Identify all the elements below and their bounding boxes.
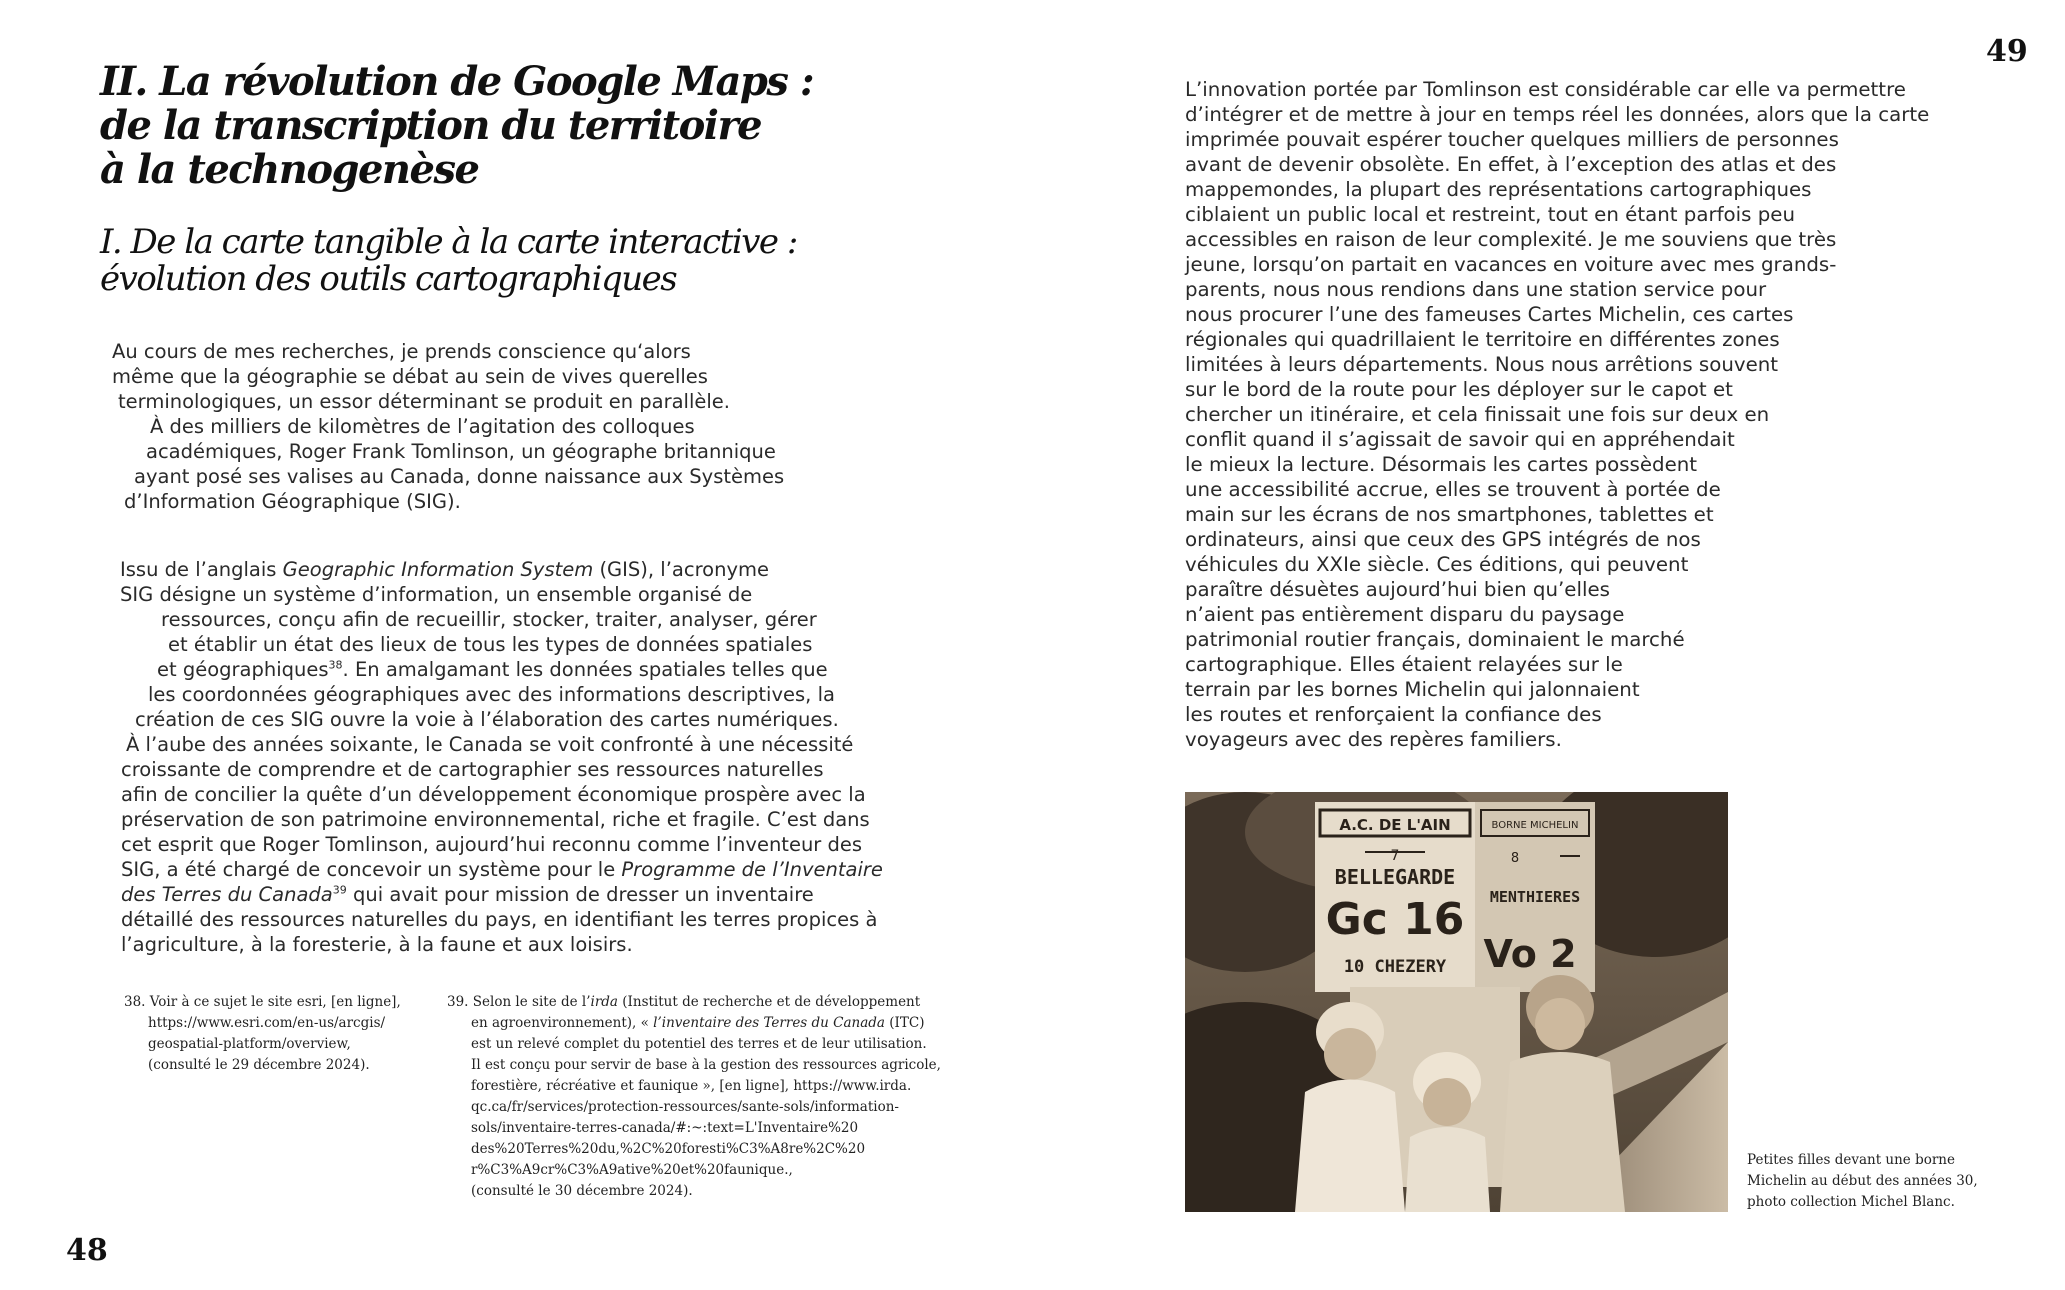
photo-illustration: [1185, 792, 1728, 1212]
paragraph-line: une accessibilité accrue, elles se trouvent à portée de: [1185, 478, 1721, 501]
footnote-line: r%C3%A9cr%C3%A9ative%20et%20faunique.,: [471, 1162, 793, 1178]
caption-line: photo collection Michel Blanc.: [1747, 1194, 1955, 1210]
caption-line: Michelin au début des années 30,: [1747, 1173, 1978, 1189]
paragraph-line: les routes et renforçaient la confiance des: [1185, 703, 1602, 726]
paragraph-line: paraître désuètes aujourd’hui bien qu’elles: [1185, 578, 1610, 601]
paragraph-line: croissante de comprendre et de cartographier ses ressources naturelles: [121, 758, 824, 781]
page-number: 48: [66, 1233, 108, 1268]
paragraph-line: avant de devenir obsolète. En effet, à l’exception des atlas et des: [1185, 153, 1837, 176]
paragraph-line: SIG désigne un système d’information, un ensemble organisé de: [120, 583, 753, 606]
paragraph-line: SIG, a été chargé de concevoir un système pour le Programme de l’Inventaire: [121, 858, 883, 881]
paragraph-line: patrimonial routier français, dominaient le marché: [1185, 628, 1685, 651]
sign-road-right: Vo 2: [1483, 932, 1577, 976]
paragraph-line: l’agriculture, à la foresterie, à la faune et aux loisirs.: [121, 933, 633, 956]
paragraph-line: détaillé des ressources naturelles du pays, en identifiant les terres propices à: [121, 908, 878, 931]
section-heading: [100, 224, 820, 298]
paragraph-line: ressources, conçu afin de recueillir, stocker, traiter, analyser, gérer: [161, 608, 817, 631]
sign-distance-left: 7: [1390, 848, 1400, 864]
footnote-line: est un relevé complet du potentiel des terres et de leur utilisation.: [471, 1036, 927, 1052]
paragraph-line: L’innovation portée par Tomlinson est considérable car elle va permettre: [1185, 78, 1906, 101]
michelin-paragraph: [1185, 77, 1929, 752]
footnote-line: Il est conçu pour servir de base à la gestion des ressources agricole,: [471, 1057, 941, 1073]
paragraph-line: n’aient pas entièrement disparu du paysage: [1185, 603, 1625, 626]
paragraph-line: voyageurs avec des repères familiers.: [1185, 728, 1562, 751]
footnote-line: 38. Voir à ce sujet le site esri, [en ligne],: [124, 994, 401, 1010]
paragraph-line: sur le bord de la route pour les déployer sur le capot et: [1185, 378, 1733, 401]
footnote-line: sols/inventaire-terres-canada/#:~:text=L'Inventaire%20: [471, 1120, 859, 1136]
right-page: [1033, 0, 2065, 1290]
paragraph-line: même que la géographie se débat au sein de vives querelles: [112, 365, 708, 388]
page-number: 49: [1986, 34, 2028, 69]
sign-destination-left: BELLEGARDE: [1334, 865, 1456, 889]
chapter-heading-line: à la technogenèse: [100, 146, 479, 193]
paragraph-line: cet esprit que Roger Tomlinson, aujourd’hui reconnu comme l’inventeur des: [121, 833, 863, 856]
footnote-line: en agroenvironnement), « l’inventaire des Terres du Canada (ITC): [471, 1015, 925, 1031]
footnote-38: [124, 992, 401, 1076]
paragraph-line: régionales qui quadrillaient le territoire en différentes zones: [1185, 328, 1780, 351]
paragraph-line: véhicules du XXIe siècle. Ces éditions, qui peuvent: [1185, 553, 1689, 576]
paragraph-line: et géographiques$^{38}$. En amalgamant les données spatiales telles que: [157, 658, 828, 681]
paragraph-line: À des milliers de kilomètres de l’agitation des colloques: [150, 415, 695, 438]
paragraph-line: des Terres du Canada$^{39}$ qui avait pour mission de dresser un inventaire: [121, 883, 814, 906]
intro-paragraph: [112, 339, 784, 514]
paragraph-line: cartographique. Elles étaient relayées sur le: [1185, 653, 1623, 676]
paragraph-line: jeune, lorsqu’on partait en vacances en voiture avec mes grands-: [1185, 253, 1837, 276]
chapter-heading-line: II. La révolution de Google Maps :: [100, 58, 814, 105]
paragraph-line: académiques, Roger Frank Tomlinson, un géographe britannique: [146, 440, 776, 463]
paragraph-line: Au cours de mes recherches, je prends conscience qu‘alors: [112, 340, 691, 363]
sign-top-right: BORNE MICHELIN: [1491, 820, 1579, 831]
footnote-line: 39. Selon le site de l’irda (Institut de recherche et de développement: [447, 994, 921, 1010]
section-heading-line: I. De la carte tangible à la carte interactive :: [100, 222, 797, 262]
paragraph-line: création de ces SIG ouvre la voie à l’élaboration des cartes numériques.: [135, 708, 839, 731]
chapter-heading: [100, 60, 820, 192]
paragraph-line: main sur les écrans de nos smartphones, tablettes et: [1185, 503, 1714, 526]
paragraph-line: ayant posé ses valises au Canada, donne naissance aux Systèmes: [134, 465, 785, 488]
paragraph-line: les coordonnées géographiques avec des informations descriptives, la: [148, 683, 835, 706]
footnote-line: (consulté le 29 décembre 2024).: [148, 1057, 370, 1073]
sign-top-left: A.C. DE L'AIN: [1339, 816, 1451, 834]
footnote-39: [447, 992, 941, 1202]
paragraph-line: parents, nous nous rendions dans une station service pour: [1185, 278, 1767, 301]
paragraph-line: conflit quand il s’agissait de savoir qui en appréhendait: [1185, 428, 1735, 451]
left-page: [0, 0, 1032, 1290]
footnote-line: geospatial-platform/overview,: [148, 1036, 351, 1052]
footnote-line: https://www.esri.com/en-us/arcgis/: [148, 1015, 386, 1031]
sign-bottom: 10 CHEZERY: [1343, 957, 1447, 977]
paragraph-line: accessibles en raison de leur complexité. Je me souviens que très: [1185, 228, 1837, 251]
chapter-heading-line: de la transcription du territoire: [100, 102, 762, 149]
michelin-milestone-photo: [1185, 792, 1728, 1212]
paragraph-line: afin de concilier la quête d’un développement économique prospère avec la: [121, 783, 866, 806]
paragraph-line: et établir un état des lieux de tous les types de données spatiales: [168, 633, 813, 656]
paragraph-line: limitées à leurs départements. Nous nous arrêtions souvent: [1185, 353, 1779, 376]
footnote-line: des%20Terres%20du,%2C%20foresti%C3%A8re%2C%20: [471, 1141, 866, 1157]
paragraph-line: Issu de l’anglais Geographic Information System (GIS), l’acronyme: [120, 558, 769, 581]
photo-caption: [1747, 1150, 1978, 1213]
section-heading-line: évolution des outils cartographiques: [100, 259, 677, 299]
paragraph-line: À l’aube des années soixante, le Canada se voit confronté à une nécessité: [126, 733, 854, 756]
sign-destination-right: MENTHIERES: [1489, 888, 1581, 906]
footnote-line: qc.ca/fr/services/protection-ressources/sante-sols/information-: [471, 1099, 899, 1115]
paragraph-line: préservation de son patrimoine environnemental, riche et fragile. C’est dans: [121, 808, 870, 831]
paragraph-line: d’intégrer et de mettre à jour en temps réel les données, alors que la carte: [1185, 103, 1930, 126]
sign-distance-right: 8: [1510, 851, 1520, 866]
paragraph-line: terrain par les bornes Michelin qui jalonnaient: [1185, 678, 1640, 701]
paragraph-line: chercher un itinéraire, et cela finissait une fois sur deux en: [1185, 403, 1770, 426]
paragraph-line: d’Information Géographique (SIG).: [124, 490, 461, 513]
footnote-line: forestière, récréative et faunique », [en ligne], https://www.irda.: [471, 1078, 912, 1094]
sig-paragraph: [120, 557, 883, 957]
paragraph-line: imprimée pouvait espérer toucher quelques milliers de personnes: [1185, 128, 1839, 151]
paragraph-line: le mieux la lecture. Désormais les cartes possèdent: [1185, 453, 1698, 476]
paragraph-line: nous procurer l’une des fameuses Cartes Michelin, ces cartes: [1185, 303, 1794, 326]
paragraph-line: ordinateurs, ainsi que ceux des GPS intégrés de nos: [1185, 528, 1701, 551]
paragraph-line: terminologiques, un essor déterminant se produit en parallèle.: [118, 390, 730, 413]
footnote-line: (consulté le 30 décembre 2024).: [471, 1183, 693, 1199]
sign-road-number: Gc 16: [1325, 894, 1465, 945]
paragraph-line: mappemondes, la plupart des représentations cartographiques: [1185, 178, 1812, 201]
caption-line: Petites filles devant une borne: [1747, 1152, 1955, 1168]
paragraph-line: ciblaient un public local et restreint, tout en étant parfois peu: [1185, 203, 1796, 226]
